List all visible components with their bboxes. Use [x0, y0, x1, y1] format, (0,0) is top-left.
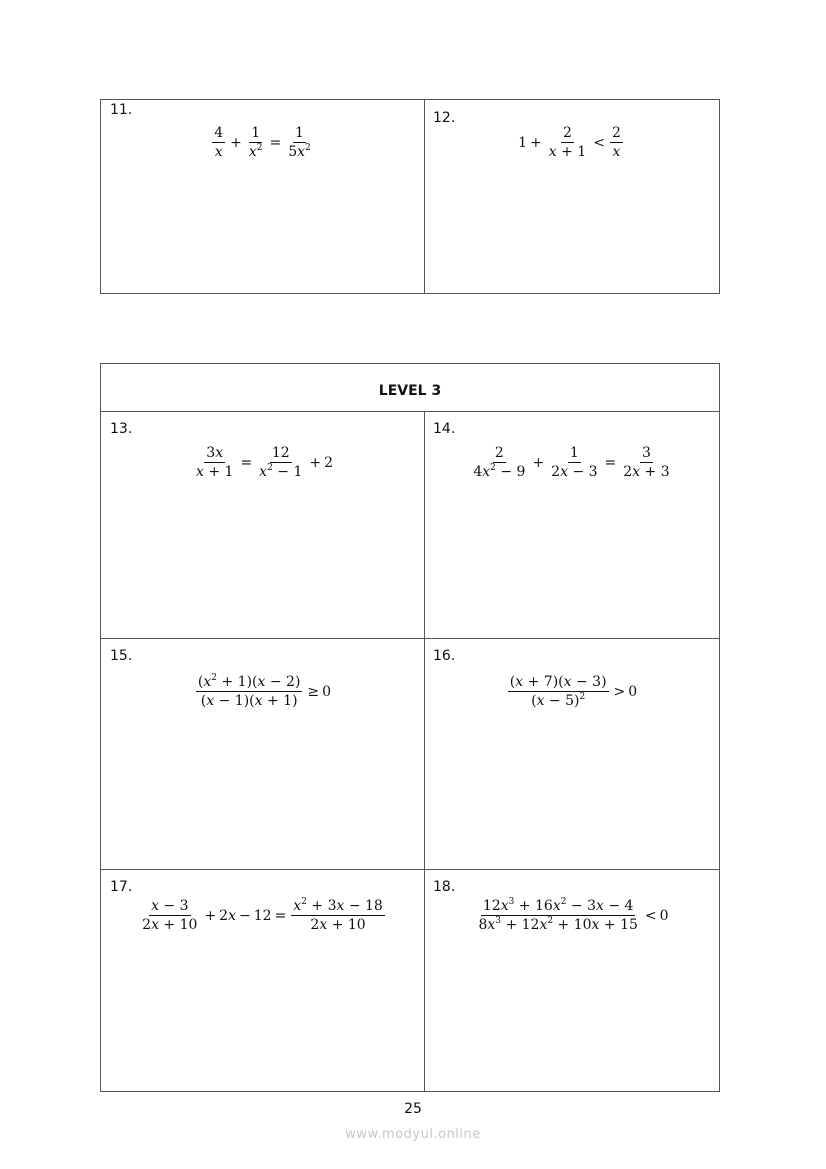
problem-expression: $\frac{(x^2 + 1)(x - 2)}{(x - 1)(x + 1)}$ ≥ 0 — [197, 673, 332, 709]
problem-expression: $\frac{(x + 7)(x - 3)}{(x - 5)^2}$ > 0 — [509, 674, 638, 709]
problem-cell-18 — [424, 870, 719, 1092]
problem-cell-13 — [101, 412, 425, 639]
level-heading: LEVEL 3 — [378, 383, 442, 399]
problem-expression: $\frac{4}{x}$ + $\frac{1}{x^2}$ = $\frac{1}{5x^2}$ — [214, 125, 311, 160]
problem-cell-15 — [101, 639, 425, 870]
problem-cell-14 — [424, 412, 719, 639]
problem-table-top — [100, 99, 720, 294]
problem-number: 12. — [433, 110, 456, 126]
watermark: www.modyul.online — [345, 1127, 481, 1142]
problem-number: 15. — [110, 648, 133, 664]
page-number: 25 — [404, 1101, 422, 1117]
table-row — [101, 411, 719, 639]
problem-number: 13. — [110, 421, 133, 437]
problem-cell-17 — [101, 870, 425, 1092]
problem-table-level-3 — [100, 363, 720, 1092]
problem-cell-12 — [424, 100, 719, 293]
problem-expression: $\frac{x - 3}{2x + 10}$ + 2x − 12 = $\frac{x^2 + 3x - 18}{2x + 10}$ — [142, 897, 383, 933]
problem-number: 11. — [110, 102, 133, 118]
problem-number: 17. — [110, 879, 133, 895]
table-row — [101, 869, 719, 1092]
table-header-row — [101, 364, 719, 411]
table-row — [101, 638, 719, 870]
problem-cell-11 — [101, 100, 425, 293]
table-row — [101, 100, 719, 293]
problem-number: 16. — [433, 648, 456, 664]
problem-expression: $\frac{12x^3 + 16x^2 - 3x - 4}{8x^3 + 12x^2 + 10x + 15}$ < 0 — [478, 897, 669, 933]
problem-expression: $\frac{3x}{x + 1}$ = $\frac{12}{x^2 - 1}$ + 2 — [195, 445, 334, 480]
problem-number: 14. — [433, 421, 456, 437]
problem-number: 18. — [433, 879, 456, 895]
problem-cell-16 — [424, 639, 719, 870]
problem-expression: 1 + $\frac{2}{x + 1}$ < $\frac{2}{x}$ — [518, 125, 621, 160]
problem-expression: $\frac{2}{4x^2 - 9}$ + $\frac{1}{2x - 3}$ = $\frac{3}{2x + 3}$ — [473, 445, 670, 480]
